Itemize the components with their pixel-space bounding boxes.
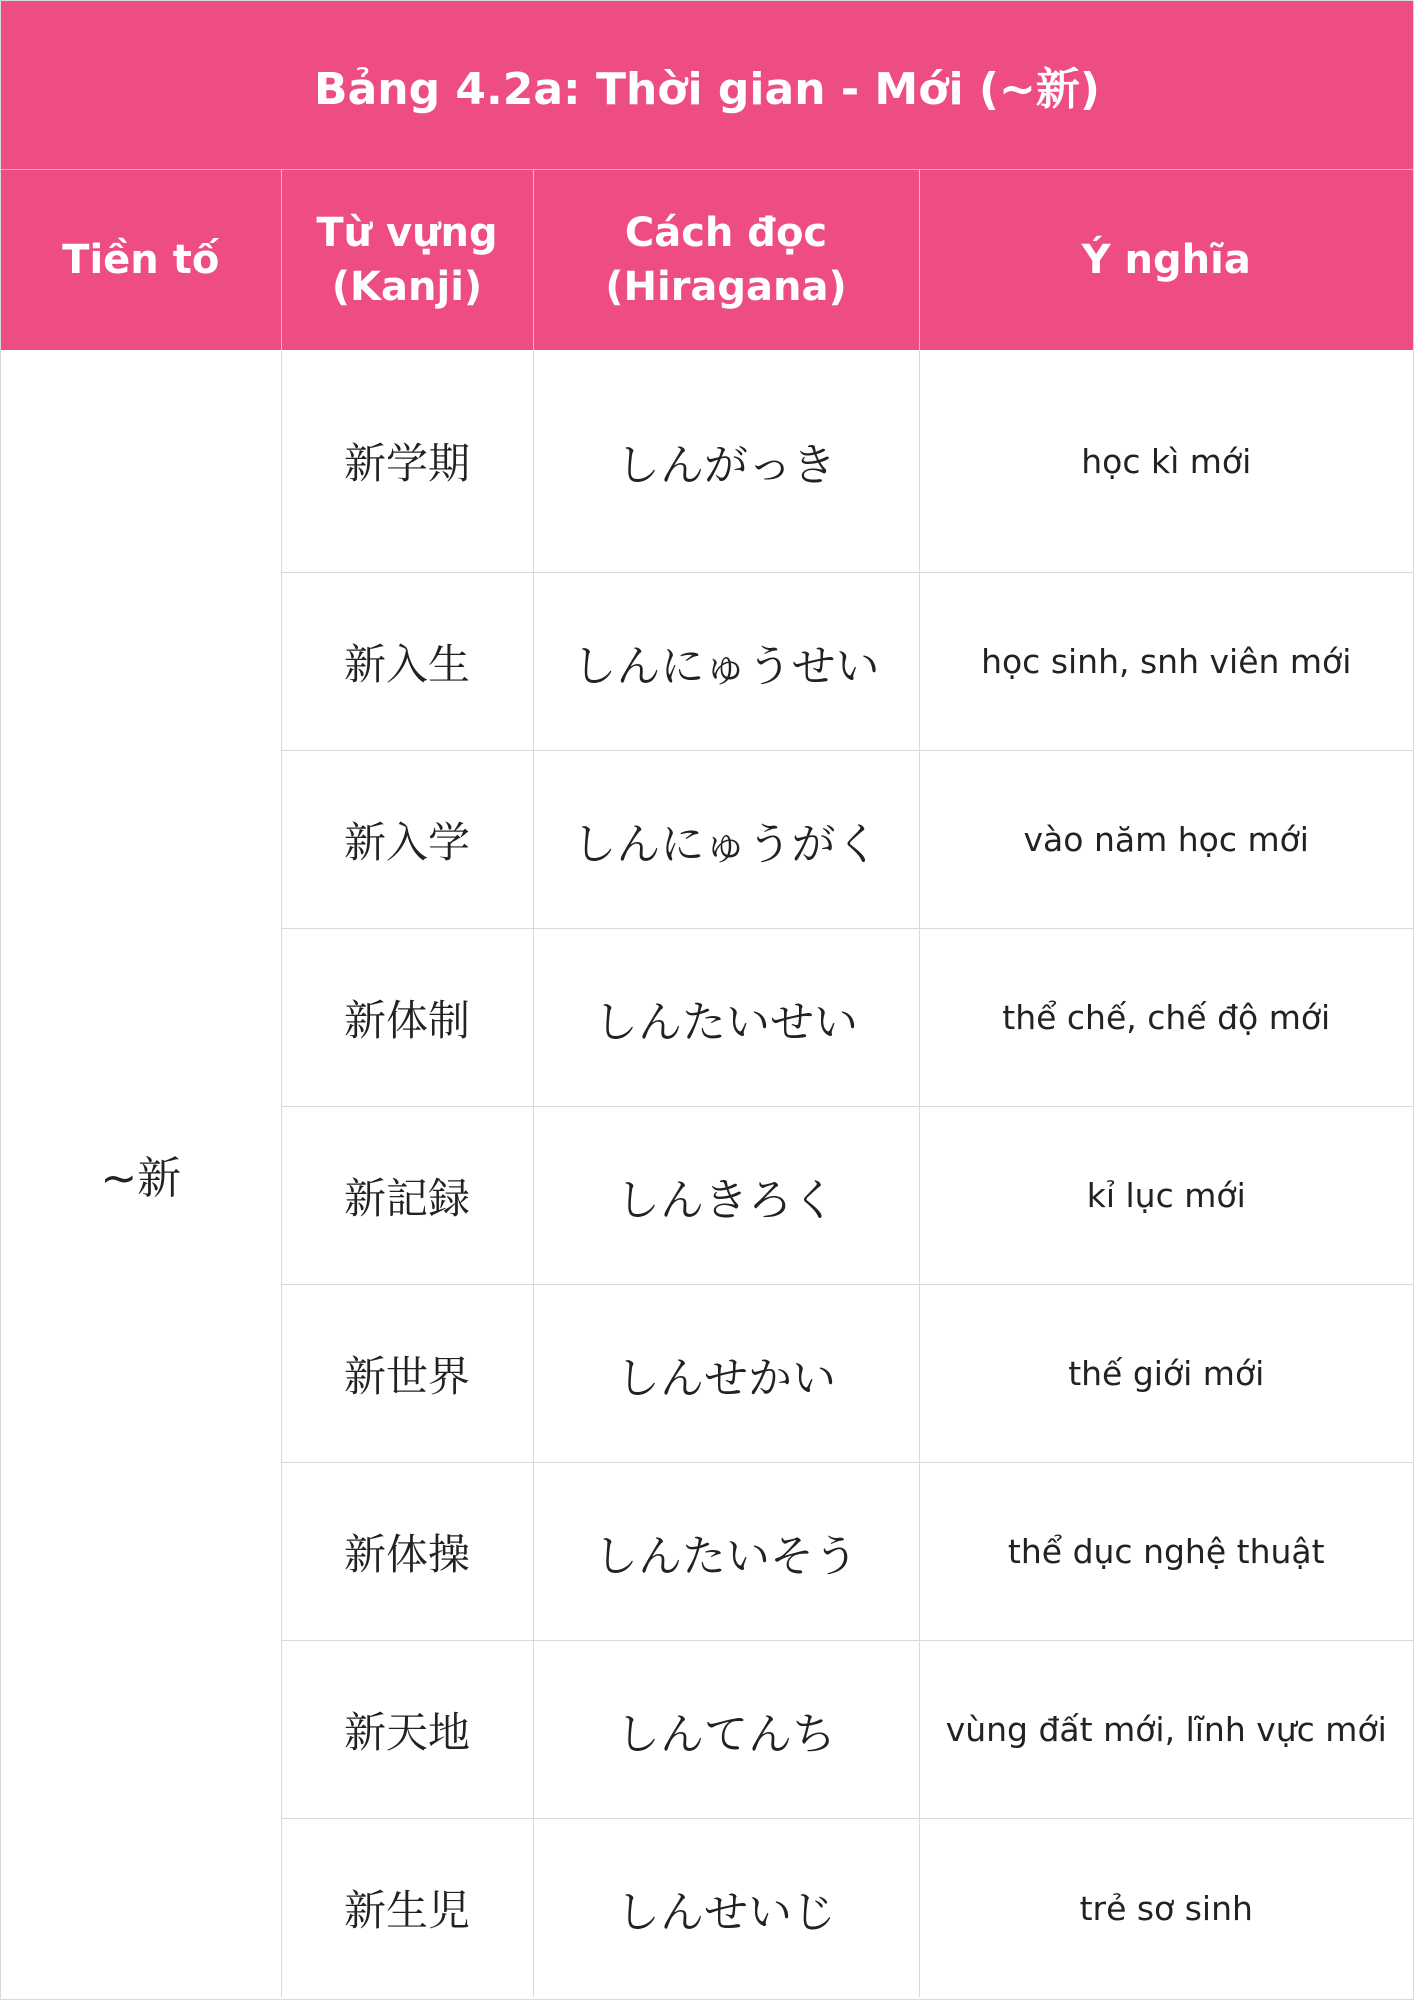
kanji-cell: 新世界 — [281, 1285, 533, 1463]
reading-cell: しんてんち — [533, 1641, 919, 1819]
meaning-cell: thể chế, chế độ mới — [919, 929, 1413, 1107]
kanji-cell: 新学期 — [281, 350, 533, 573]
meaning-cell: vùng đất mới, lĩnh vực mới — [919, 1641, 1413, 1819]
kanji-cell: 新生児 — [281, 1819, 533, 1998]
table-body — [1, 350, 1413, 1997]
reading-cell: しんきろく — [533, 1107, 919, 1285]
vocab-table — [1, 170, 1413, 1997]
reading-cell: しんたいそう — [533, 1463, 919, 1641]
meaning-cell: vào năm học mới — [919, 751, 1413, 929]
reading-cell: しんたいせい — [533, 929, 919, 1107]
meaning-cell: thế giới mới — [919, 1285, 1413, 1463]
kanji-cell: 新天地 — [281, 1641, 533, 1819]
header-meaning: Ý nghĩa — [919, 170, 1413, 350]
meaning-cell: kỉ lục mới — [919, 1107, 1413, 1285]
reading-cell: しんせかい — [533, 1285, 919, 1463]
table-row — [1, 350, 1413, 573]
meaning-cell: thể dục nghệ thuật — [919, 1463, 1413, 1641]
header-kanji: Từ vựng (Kanji) — [281, 170, 533, 350]
meaning-cell: trẻ sơ sinh — [919, 1819, 1413, 1998]
kanji-cell: 新入学 — [281, 751, 533, 929]
table-title: Bảng 4.2a: Thời gian - Mới (~新) — [1, 1, 1413, 170]
kanji-cell: 新体制 — [281, 929, 533, 1107]
kanji-cell: 新体操 — [281, 1463, 533, 1641]
reading-cell: しんがっき — [533, 350, 919, 573]
header-reading: Cách đọc (Hiragana) — [533, 170, 919, 350]
prefix-cell: ~新 — [100, 1152, 182, 1204]
reading-cell: しんにゅうせい — [533, 573, 919, 751]
header-prefix: Tiền tố — [1, 170, 281, 350]
kanji-cell: 新記録 — [281, 1107, 533, 1285]
header-row — [1, 170, 1413, 350]
reading-cell: しんにゅうがく — [533, 751, 919, 929]
meaning-cell: học kì mới — [919, 350, 1413, 573]
meaning-cell: học sinh, snh viên mới — [919, 573, 1413, 751]
table-header — [1, 170, 1413, 350]
reading-cell: しんせいじ — [533, 1819, 919, 1998]
kanji-cell: 新入生 — [281, 573, 533, 751]
